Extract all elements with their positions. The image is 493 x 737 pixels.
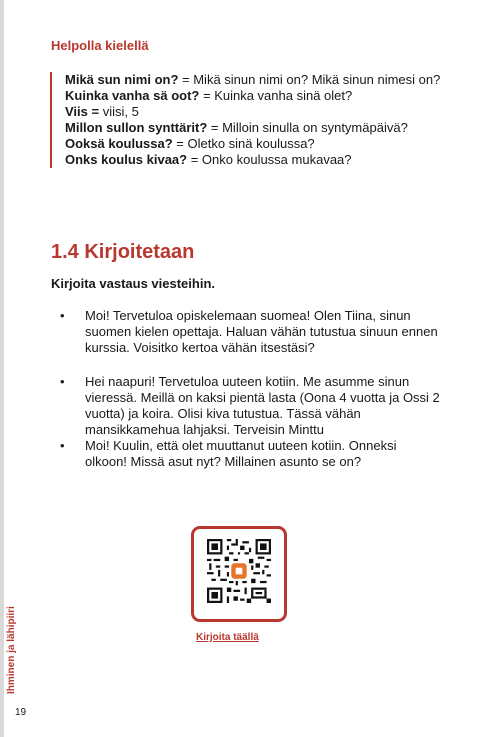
bullet: • [60, 438, 65, 453]
phrase-meaning: viisi, 5 [99, 104, 139, 119]
phrase-box [50, 72, 445, 168]
phrase-meaning: = Oletko sinä koulussa? [172, 136, 315, 151]
phrase-colloquial: Onks koulus kivaa? [65, 152, 188, 167]
phrase-colloquial: Mikä sun nimi on? [65, 72, 179, 87]
phrase-meaning: = Kuinka vanha sinä olet? [199, 88, 353, 103]
message-list [60, 308, 440, 470]
phrase-row [65, 152, 445, 168]
phrase-row [65, 120, 445, 136]
qr-code-frame[interactable] [191, 526, 287, 622]
phrase-meaning: = Onko koulussa mukavaa? [187, 152, 352, 167]
easy-language-title: Helpolla kielellä [51, 38, 149, 53]
phrase-meaning: = Milloin sinulla on syntymäpäivä? [207, 120, 408, 135]
qr-code-icon [207, 539, 271, 603]
message-text: Moi! Tervetuloa opiskelemaan suomea! Olen Tiina, sinun suomen kielen opettaja. Haluan vähän tutustua sinuun ennen kurssia. Voisitko kertoa vähän itsestäsi? [85, 308, 438, 355]
bullet: • [60, 374, 65, 389]
phrase-row [65, 136, 445, 152]
message-item [60, 374, 440, 438]
phrase-colloquial: Kuinka vanha sä oot? [65, 88, 200, 103]
write-here-link[interactable]: Kirjoita täällä [196, 632, 259, 643]
section-title: 1.4 Kirjoitetaan [51, 241, 195, 263]
exercise-instruction: Kirjoita vastaus viesteihin. [51, 276, 216, 291]
phrase-colloquial: Ooksä koulussa? [65, 136, 173, 151]
message-item [60, 308, 440, 356]
phrase-row [65, 88, 445, 104]
bullet: • [60, 308, 65, 323]
message-text: Moi! Kuulin, että olet muuttanut uuteen kotiin. Onneksi olkoon! Missä asut nyt? Millainen asunto se on? [85, 438, 397, 469]
page-number: 19 [15, 707, 27, 718]
message-item [60, 438, 440, 470]
phrase-row [65, 72, 445, 88]
phrase-colloquial: Millon sullon synttärit? [65, 120, 208, 135]
chapter-side-label: Ihminen ja lähipiiri [6, 606, 17, 694]
page-edge [0, 0, 4, 737]
phrase-meaning: = Mikä sinun nimi on? Mikä sinun nimesi on? [178, 72, 441, 87]
phrase-colloquial: Viis = [65, 104, 100, 119]
phrase-row [65, 104, 445, 120]
message-text: Hei naapuri! Tervetuloa uuteen kotiin. Me asumme sinun vieressä. Meillä on kaksi pientä lasta (Oona 4 vuotta ja Ossi 2 vuotta) ja koira. Olisi kiva tutustua. Tässä vähän mansikkamehua lahjaksi. Terveisin Minttu [85, 374, 440, 437]
